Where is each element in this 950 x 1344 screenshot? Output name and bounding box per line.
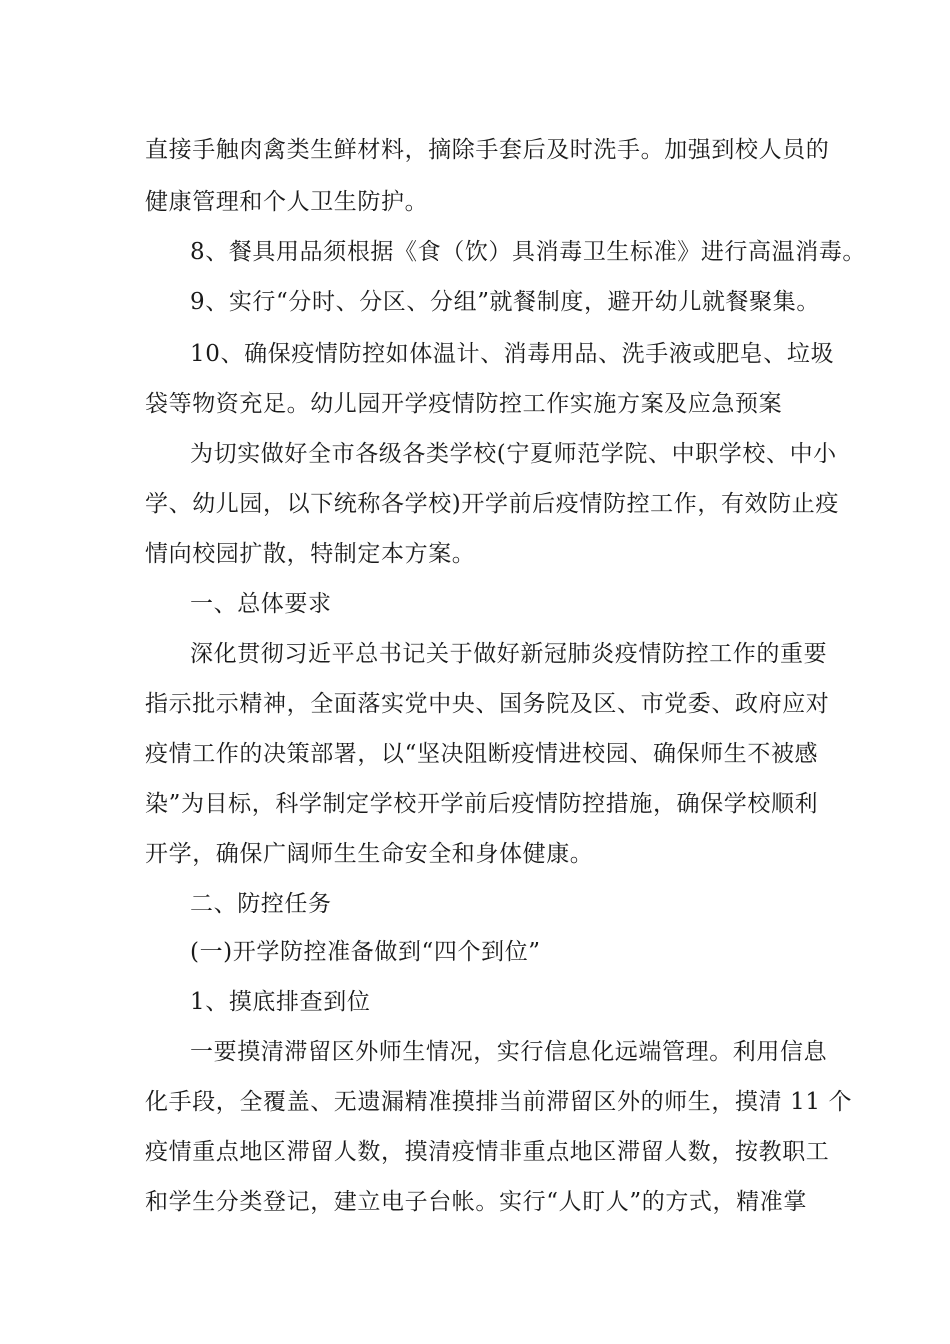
- body-text-line: 染”为目标，科学制定学校开学前后疫情防控措施，确保学校顺利: [145, 791, 819, 817]
- body-text-line: 直接手触肉禽类生鲜材料，摘除手套后及时洗手。加强到校人员的: [145, 137, 830, 163]
- item-heading: 1、摸底排查到位: [190, 989, 371, 1015]
- body-text-line: 袋等物资充足。幼儿园开学疫情防控工作实施方案及应急预案: [145, 391, 783, 417]
- body-text-line: 开学，确保广阔师生生命安全和身体健康。: [145, 841, 594, 867]
- intro-paragraph-line: 情向校园扩散，特制定本方案。: [145, 541, 476, 567]
- body-text-line: 深化贯彻习近平总书记关于做好新冠肺炎疫情防控工作的重要: [190, 641, 828, 667]
- body-text-line: 一要摸清滞留区外师生情况，实行信息化远端管理。利用信息: [190, 1039, 828, 1065]
- list-item-10: 10、确保疫情防控如体温计、消毒用品、洗手液或肥皂、垃圾: [190, 341, 835, 367]
- body-text-line: 和学生分类登记，建立电子台帐。实行“人盯人”的方式，精准掌: [145, 1189, 807, 1215]
- body-text-line: 疫情重点地区滞留人数，摸清疫情非重点地区滞留人数，按教职工: [145, 1139, 830, 1165]
- list-item-8: 8、餐具用品须根据《食（饮）具消毒卫生标准》进行高温消毒。: [190, 239, 867, 265]
- body-text-line: 化手段，全覆盖、无遗漏精准摸排当前滞留区外的师生，摸清 11 个: [145, 1089, 853, 1115]
- subsection-heading: (一)开学防控准备做到“四个到位”: [190, 939, 541, 965]
- body-text-line: 指示批示精神，全面落实党中央、国务院及区、市党委、政府应对: [145, 691, 830, 717]
- section-heading-prevention-tasks: 二、防控任务: [190, 891, 332, 917]
- body-text-line: 疫情工作的决策部署，以“坚决阻断疫情进校园、确保师生不被感: [145, 741, 819, 767]
- section-heading-general-requirements: 一、总体要求: [190, 591, 332, 617]
- body-text-line: 健康管理和个人卫生防护。: [145, 189, 429, 215]
- intro-paragraph-line: 为切实做好全市各级各类学校(宁夏师范学院、中职学校、中小: [190, 441, 837, 467]
- intro-paragraph-line: 学、幼儿园，以下统称各学校)开学前后疫情防控工作，有效防止疫: [145, 491, 839, 517]
- list-item-9: 9、实行“分时、分区、分组”就餐制度，避开幼儿就餐聚集。: [190, 289, 820, 315]
